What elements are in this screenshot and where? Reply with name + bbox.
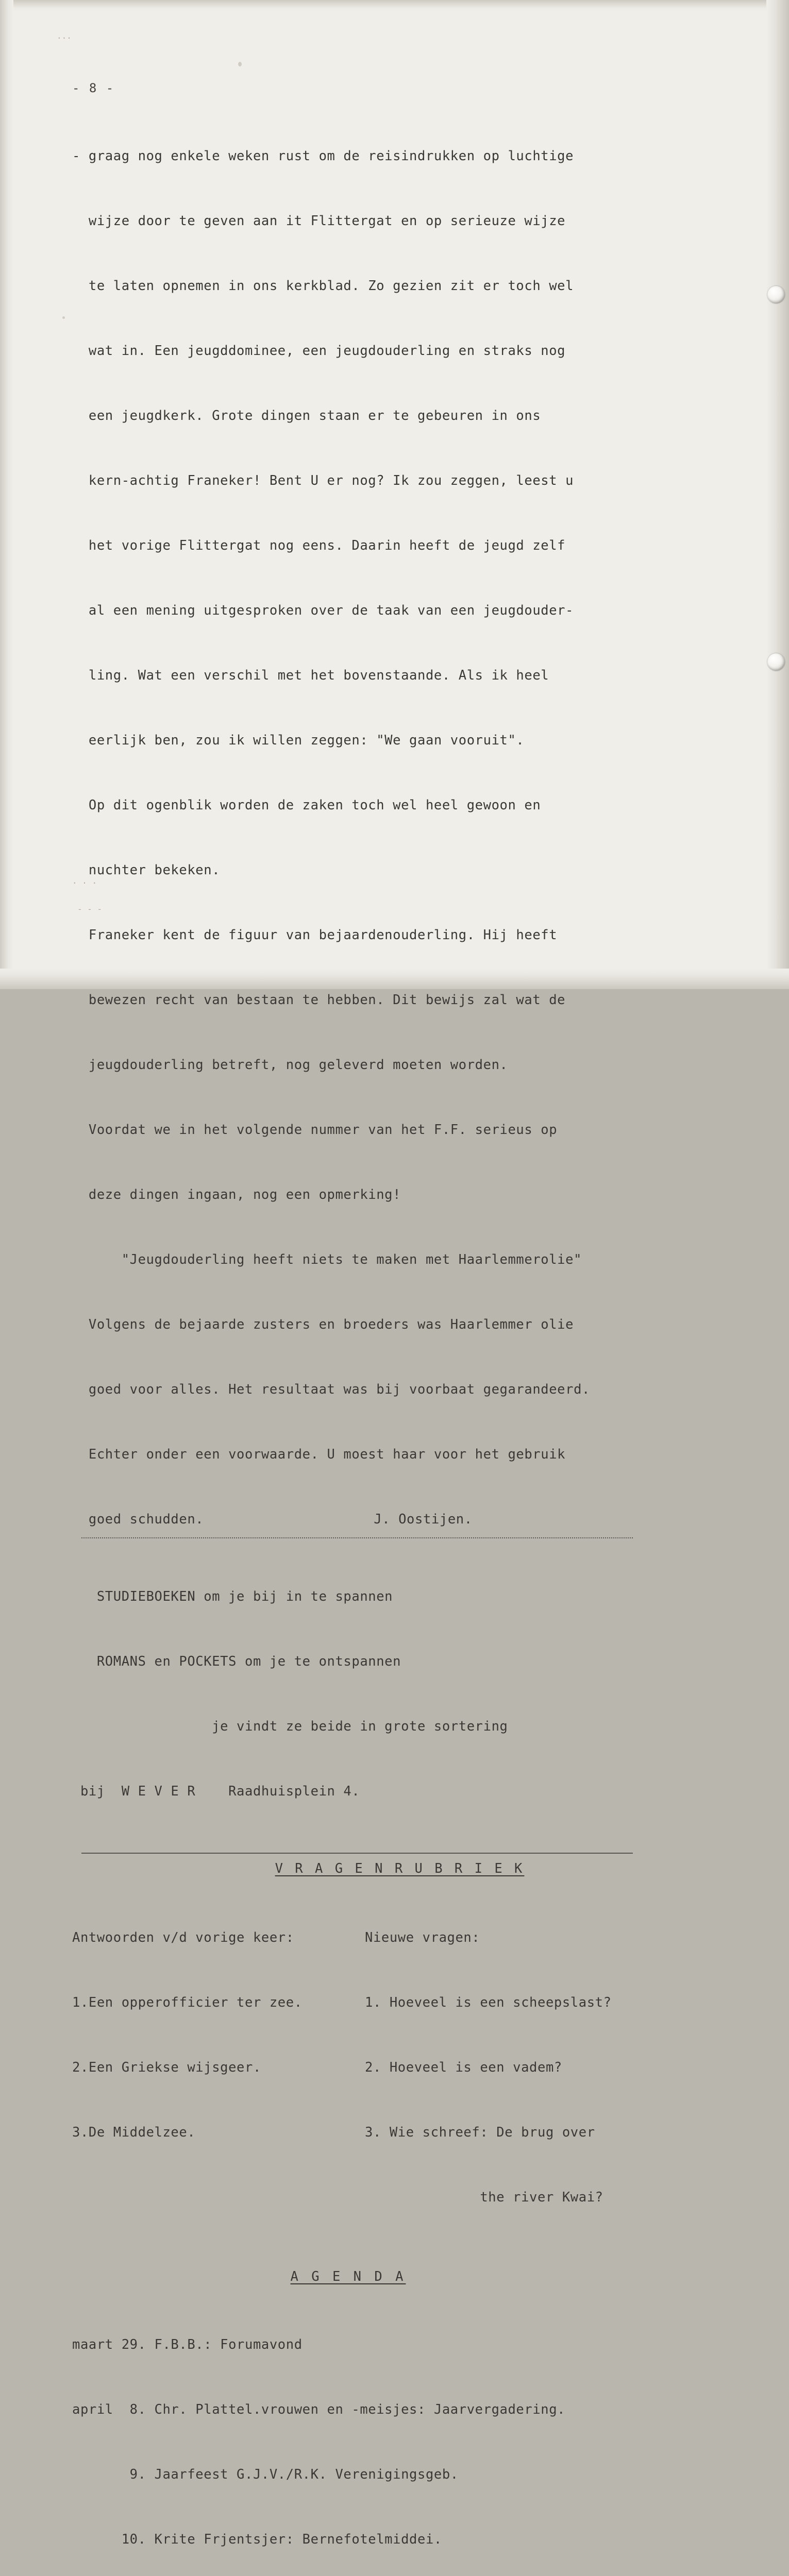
body-line: - graag nog enkele weken rust om de reisindrukken op luchtige	[72, 148, 574, 164]
body-line: een jeugdkerk. Grote dingen staan er te gebeuren in ons	[72, 408, 541, 423]
questions-column	[365, 1884, 653, 2251]
answer-item: 1.Een opperofficier ter zee.	[72, 1995, 303, 2010]
divider-below-ad	[81, 1853, 633, 1854]
answer-item: 2.Een Griekse wijsgeer.	[72, 2060, 261, 2075]
vragenrubriek-columns	[72, 1884, 727, 2251]
answers-heading: Antwoorden v/d vorige keer:	[72, 1930, 294, 1945]
agenda-entry: maart 29. F.B.B.: Forumavond	[72, 2337, 303, 2352]
body-line: bewezen recht van bestaan te hebben. Dit bewijs zal wat de	[72, 992, 566, 1008]
page-number: - 8 -	[72, 81, 115, 95]
author-signature: J. Oostijen.	[374, 1512, 473, 1527]
ad-line: STUDIEBOEKEN om je bij in te spannen	[72, 1589, 393, 1604]
body-line: eerlijk ben, zou ik willen zeggen: "We gaan vooruit".	[72, 733, 525, 748]
agenda-entry: april 8. Chr. Plattel.vrouwen en -meisjes: Jaarvergadering.	[72, 2402, 566, 2417]
body-line: het vorige Flittergat nog eens. Daarin heeft de jeugd zelf	[72, 538, 566, 553]
body-line: te laten opnemen in ons kerkblad. Zo gezien zit er toch wel	[72, 278, 574, 294]
body-line: Volgens de bejaarde zusters en broeders was Haarlemmer olie	[72, 1317, 574, 1332]
last-body-line: goed schudden.	[72, 1512, 204, 1527]
ad-line: bij W E V E R Raadhuisplein 4.	[72, 1784, 360, 1799]
body-line: al een mening uitgesproken over de taak van een jeugdouder-	[72, 603, 574, 618]
answers-column	[72, 1884, 345, 2251]
body-line: goed voor alles. Het resultaat was bij voorbaat gegarandeerd.	[72, 1382, 590, 1397]
ad-line: je vindt ze beide in grote sortering	[72, 1719, 508, 1734]
answer-item: 3.De Middelzee.	[72, 2125, 196, 2140]
question-item-continuation: the river Kwai?	[365, 2190, 603, 2205]
section-title-agenda: A G E N D A	[290, 2269, 406, 2284]
body-line: kern-achtig Franeker! Bent U er nog? Ik zou zeggen, leest u	[72, 473, 574, 488]
ad-line: ROMANS en POCKETS om je te ontspannen	[72, 1654, 401, 1669]
agenda-entry: 10. Krite Frjentsjer: Bernefotelmiddei.	[72, 2532, 442, 2547]
agenda-list	[72, 2291, 727, 2576]
signature-row	[72, 1509, 727, 1530]
questions-heading: Nieuwe vragen:	[365, 1930, 480, 1945]
divider-above-ad	[81, 1537, 633, 1538]
question-item: 1. Hoeveel is een scheepslast?	[365, 1995, 612, 2010]
article-body	[72, 102, 727, 1509]
body-line: Op dit ogenblik worden de zaken toch wel heel gewoon en	[72, 798, 541, 813]
body-line: ling. Wat een verschil met het bovenstaande. Als ik heel	[72, 668, 549, 683]
scan-artifact-bottom-left: . . .	[72, 876, 97, 886]
section-title-vragenrubriek: V R A G E N R U B R I E K	[275, 1861, 525, 1876]
body-line: Franeker kent de figuur van bejaardenouderling. Hij heeft	[72, 927, 558, 943]
scan-artifact-top-left: ...	[57, 31, 72, 41]
advertisement-block	[72, 1543, 727, 1845]
body-line: wijze door te geven aan it Flittergat en op serieuze wijze	[72, 213, 566, 229]
body-line: "Jeugdouderling heeft niets te maken met Haarlemmerolie"	[72, 1252, 582, 1267]
body-line: deze dingen ingaan, nog een opmerking!	[72, 1187, 401, 1202]
scan-artifact-bottom-left-2: - - -	[77, 904, 103, 914]
body-line: Voordat we in het volgende nummer van het F.F. serieus op	[72, 1122, 558, 1138]
question-item: 3. Wie schreef: De brug over	[365, 2125, 595, 2140]
body-line: nuchter bekeken.	[72, 862, 221, 878]
body-line: Echter onder een voorwaarde. U moest haar voor het gebruik	[72, 1447, 566, 1462]
question-item: 2. Hoeveel is een vadem?	[365, 2060, 562, 2075]
body-line: jeugdouderling betreft, nog geleverd moeten worden.	[72, 1057, 508, 1073]
body-line: wat in. Een jeugddominee, een jeugdouderling en straks nog	[72, 343, 566, 359]
agenda-entry: 9. Jaarfeest G.J.V./R.K. Verenigingsgeb.	[72, 2467, 459, 2482]
